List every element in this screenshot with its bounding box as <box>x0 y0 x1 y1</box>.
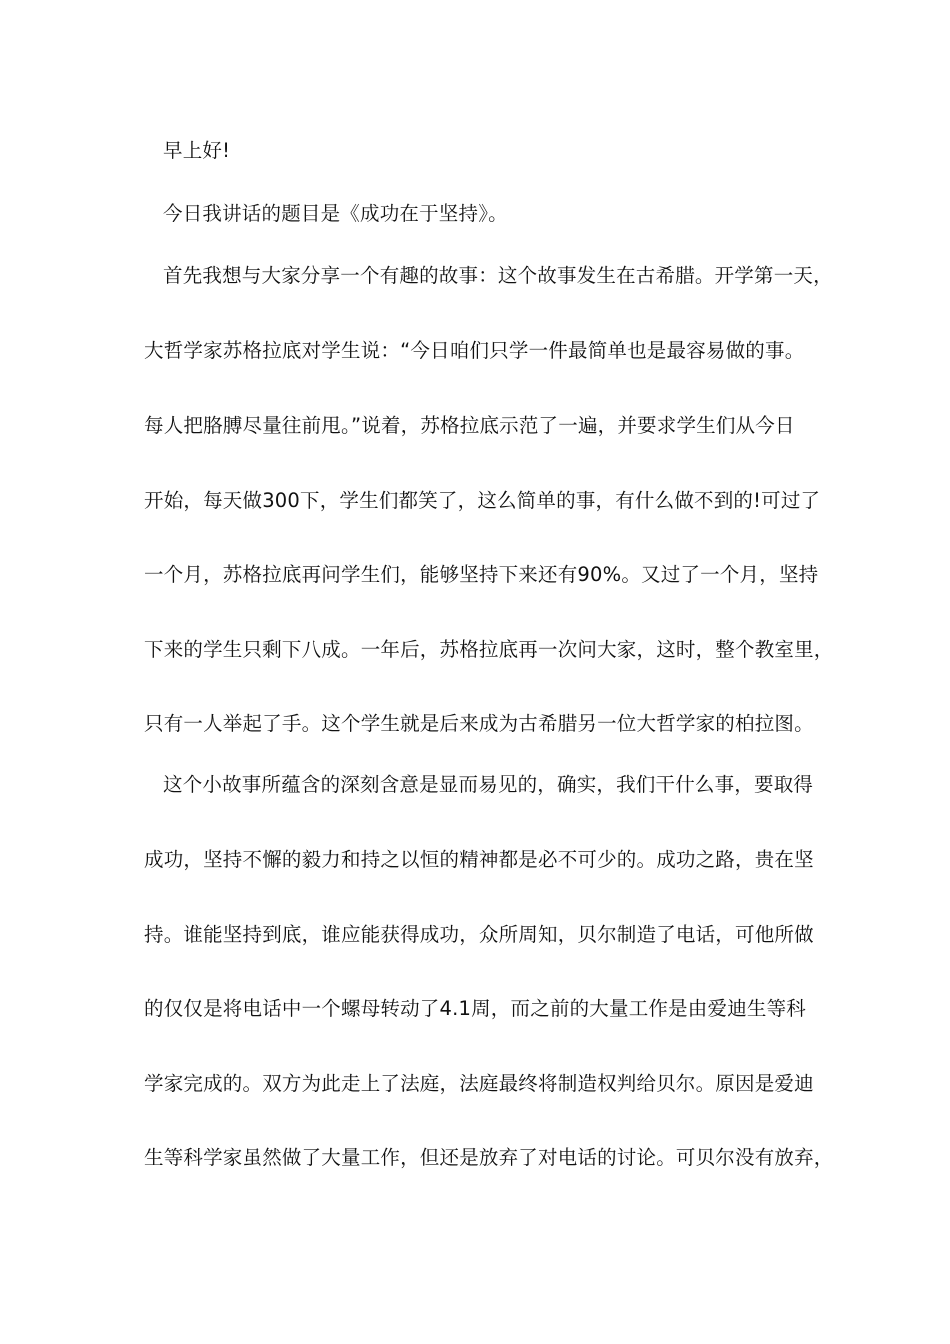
paragraph-line: 的仅仅是将电话中一个螺母转动了4.1周，而之前的大量工作是由爱迪生等科 <box>144 997 807 1020</box>
paragraph-line: 这个小故事所蕴含的深刻含意是显而易见的，确实，我们干什么事，要取得 <box>163 773 814 796</box>
paragraph-line: 一个月，苏格拉底再问学生们，能够坚持下来还有90%。又过了一个月，坚持 <box>144 563 819 586</box>
topic-line: 今日我讲话的题目是《成功在于坚持》。 <box>163 202 508 225</box>
paragraph-line: 大哲学家苏格拉底对学生说：“今日咱们只学一件最简单也是最容易做的事。 <box>144 339 805 362</box>
paragraph-line: 开始，每天做300下，学生们都笑了，这么简单的事，有什么做不到的!可过了 <box>144 489 821 512</box>
paragraph-line: 生等科学家虽然做了大量工作，但还是放弃了对电话的讨论。可贝尔没有放弃， <box>144 1146 834 1169</box>
paragraph-line: 每人把胳膊尽量往前甩。”说着，苏格拉底示范了一遍，并要求学生们从今日 <box>144 414 795 437</box>
paragraph-line: 学家完成的。双方为此走上了法庭，法庭最终将制造权判给贝尔。原因是爱迪 <box>144 1072 814 1095</box>
greeting-line: 早上好! <box>163 139 231 162</box>
paragraph-line: 下来的学生只剩下八成。一年后，苏格拉底再一次问大家，这时，整个教室里， <box>144 638 834 661</box>
paragraph-line: 只有一人举起了手。这个学生就是后来成为古希腊另一位大哲学家的柏拉图。 <box>144 712 814 735</box>
paragraph-line: 成功，坚持不懈的毅力和持之以恒的精神都是必不可少的。成功之路，贵在坚 <box>144 848 814 871</box>
paragraph-line: 首先我想与大家分享一个有趣的故事：这个故事发生在古希腊。开学第一天， <box>163 264 833 287</box>
paragraph-line: 持。谁能坚持到底，谁应能获得成功，众所周知，贝尔制造了电话，可他所做 <box>144 923 814 946</box>
